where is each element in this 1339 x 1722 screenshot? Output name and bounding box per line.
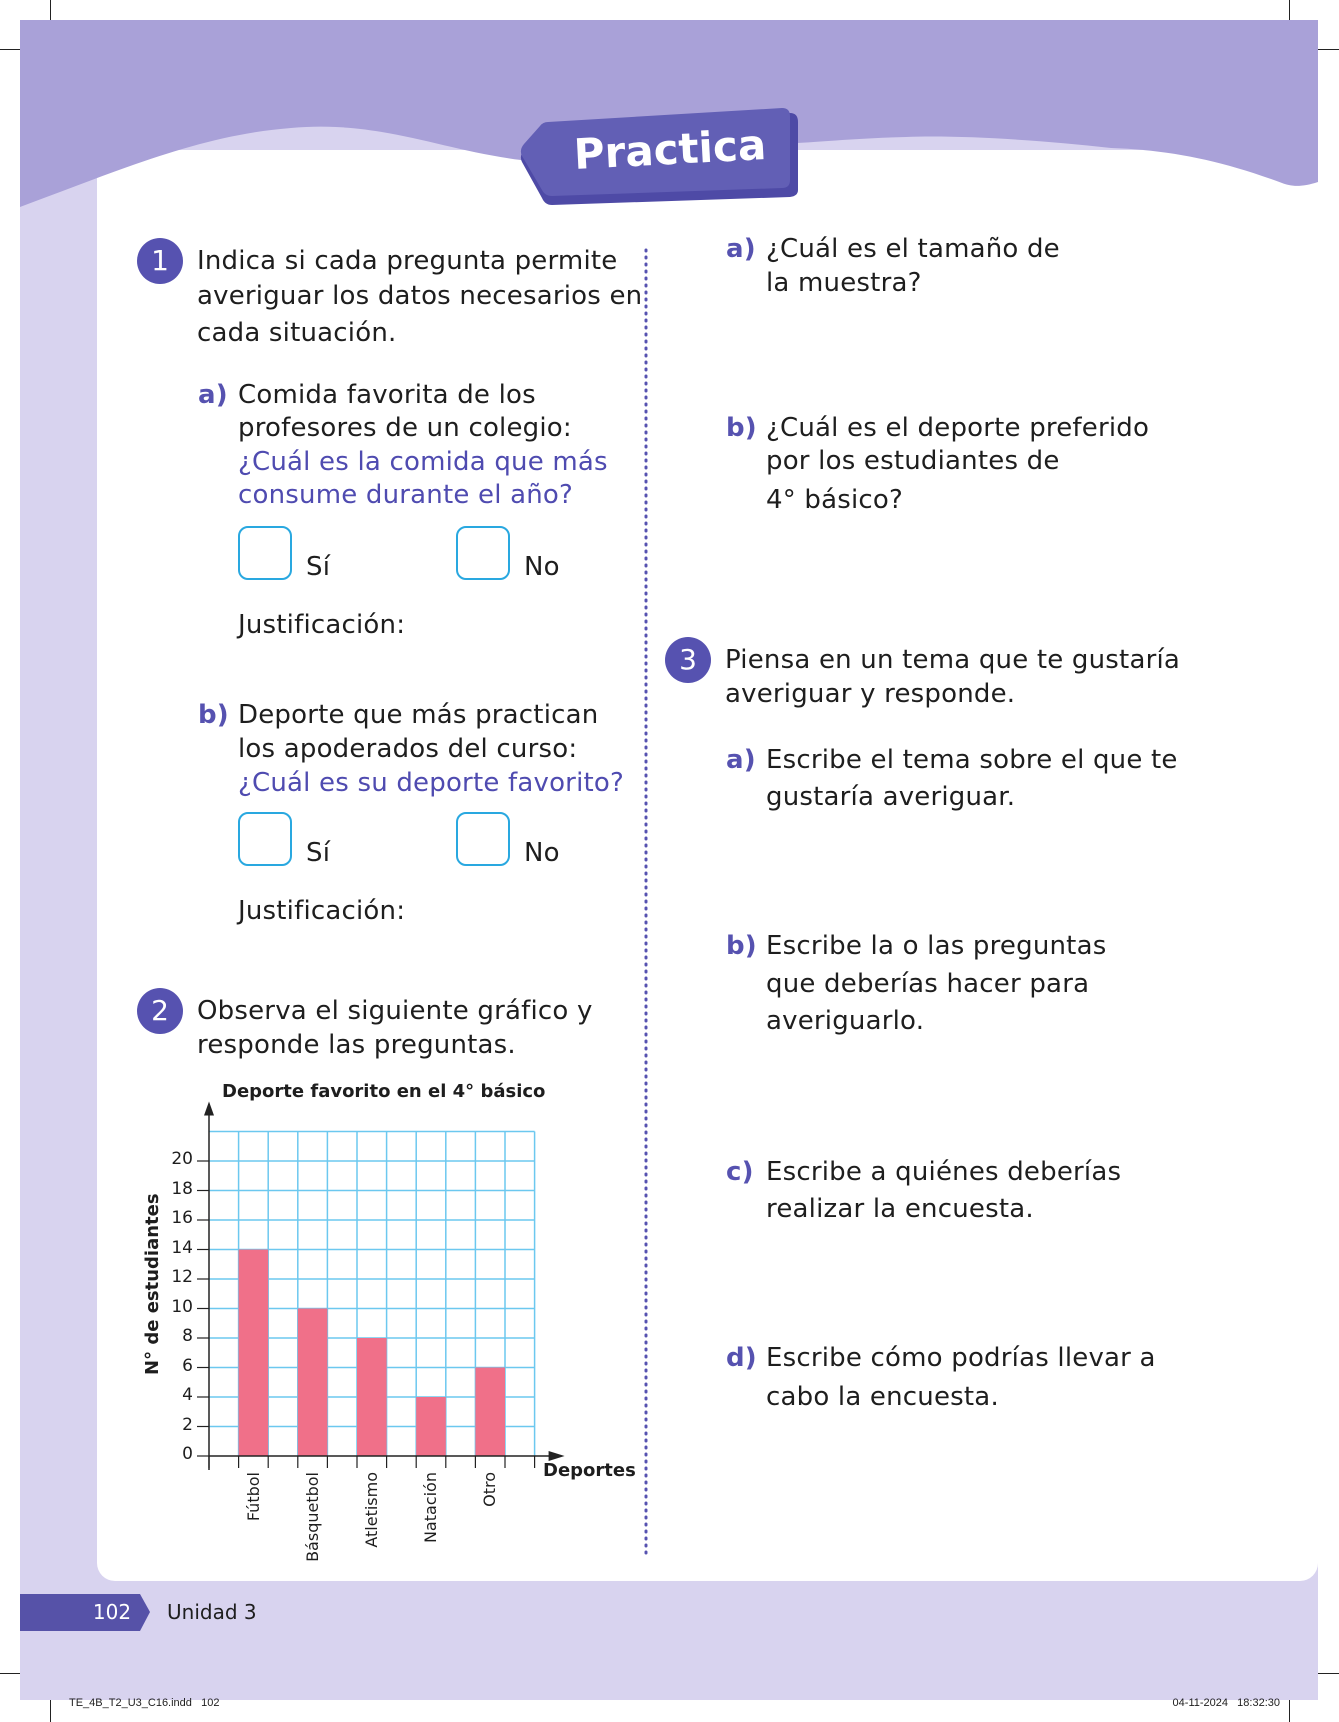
y-tick-label: 8 <box>182 1326 193 1346</box>
item-label-3b: b) <box>726 931 757 961</box>
exercise-number-1: 1 <box>137 238 183 284</box>
y-tick-label: 20 <box>171 1149 193 1169</box>
exercise2-prompt: responde las preguntas. <box>197 1030 516 1060</box>
item-label-2a: a) <box>726 234 756 264</box>
item-3d-text: Escribe cómo podrías llevar a <box>766 1343 1156 1373</box>
item-3b-text: Escribe la o las preguntas <box>766 931 1107 961</box>
page-number: 102 <box>92 1600 132 1624</box>
exercise1-prompt: averiguar los datos necesarios en <box>197 281 643 311</box>
checkbox-1a-yes-label: Sí <box>306 552 331 582</box>
page-title: Practica <box>572 119 768 180</box>
item-3b-text: averiguarlo. <box>766 1006 925 1036</box>
chart-x-label: Deportes <box>543 1460 636 1481</box>
exercise-number-2: 2 <box>137 988 183 1034</box>
exercise2-prompt: Observa el siguiente gráfico y <box>197 996 593 1026</box>
justification-1b-label: Justificación: <box>238 896 406 926</box>
bar-básquetbol <box>298 1309 328 1457</box>
checkbox-1b-yes-label: Sí <box>306 838 331 868</box>
y-tick-label: 12 <box>171 1267 193 1287</box>
justification-1a-label: Justificación: <box>238 610 406 640</box>
exercise3-prompt: Piensa en un tema que te gustaría <box>725 645 1181 675</box>
item-label-3d: d) <box>726 1343 757 1373</box>
item-2a-text: ¿Cuál es el tamaño de <box>766 234 1060 264</box>
y-tick-label: 0 <box>182 1444 193 1464</box>
item-1b-text: los apoderados del curso: <box>238 734 578 764</box>
bar-otro <box>475 1368 505 1457</box>
item-3b-text: que deberías hacer para <box>766 969 1090 999</box>
category-label: Natación <box>421 1472 441 1544</box>
exercise1-prompt: cada situación. <box>197 318 397 348</box>
y-tick-label: 18 <box>171 1178 193 1199</box>
y-tick-label: 2 <box>182 1414 193 1435</box>
item-3a-text: gustaría averiguar. <box>766 782 1016 812</box>
item-2a-text: la muestra? <box>766 268 922 298</box>
y-tick-label: 4 <box>182 1385 193 1405</box>
x-axis-arrow <box>549 1451 565 1461</box>
item-1a-question: consume durante el año? <box>238 480 574 510</box>
bar-natación <box>416 1397 446 1456</box>
category-label: Fútbol <box>243 1472 263 1522</box>
checkbox-1a-no-label: No <box>524 552 560 582</box>
item-1a-text: Comida favorita de los <box>238 380 536 410</box>
chart-y-label: N° de estudiantes <box>142 1193 163 1375</box>
category-label: Básquetbol <box>302 1472 322 1562</box>
item-1b-text: Deporte que más practican <box>238 700 599 730</box>
y-tick-label: 16 <box>171 1208 193 1228</box>
chart-title: Deporte favorito en el 4° básico <box>222 1081 546 1102</box>
item-1b-question: ¿Cuál es su deporte favorito? <box>238 768 624 798</box>
slug-date: 04-11-2024 18:32:30 <box>1172 1697 1280 1709</box>
bar-atletismo <box>357 1338 387 1456</box>
y-tick-label: 14 <box>171 1237 193 1258</box>
bar-fútbol <box>239 1250 269 1457</box>
item-2b-text: ¿Cuál es el deporte preferido <box>766 413 1150 443</box>
item-2b-text: por los estudiantes de <box>766 446 1060 476</box>
checkbox-1b-no-label: No <box>524 838 560 868</box>
item-3c-text: Escribe a quiénes deberías <box>766 1157 1122 1187</box>
category-label: Atletismo <box>362 1472 381 1548</box>
item-label-2b: b) <box>726 413 757 443</box>
item-3c-text: realizar la encuesta. <box>766 1194 1034 1224</box>
item-label-1a: a) <box>198 380 228 410</box>
item-1a-question: ¿Cuál es la comida que más <box>238 447 608 477</box>
item-3d-text: cabo la encuesta. <box>766 1382 999 1412</box>
item-label-3a: a) <box>726 745 756 775</box>
unit-label: Unidad 3 <box>167 1600 257 1624</box>
exercise3-prompt: averiguar y responde. <box>725 679 1016 709</box>
item-label-3c: c) <box>726 1157 754 1187</box>
category-label: Otro <box>480 1472 500 1507</box>
item-1a-text: profesores de un colegio: <box>238 413 572 443</box>
item-3a-text: Escribe el tema sobre el que te <box>766 745 1178 775</box>
exercise1-prompt: Indica si cada pregunta permite <box>197 246 618 276</box>
item-2b-text: 4° básico? <box>766 485 904 515</box>
y-tick-label: 6 <box>182 1355 193 1376</box>
item-label-1b: b) <box>198 700 229 730</box>
slug-file: TE_4B_T2_U3_C16.indd 102 <box>69 1697 220 1709</box>
y-tick-label: 10 <box>171 1296 193 1317</box>
exercise-number-3: 3 <box>665 637 711 683</box>
y-axis-arrow <box>204 1102 214 1116</box>
